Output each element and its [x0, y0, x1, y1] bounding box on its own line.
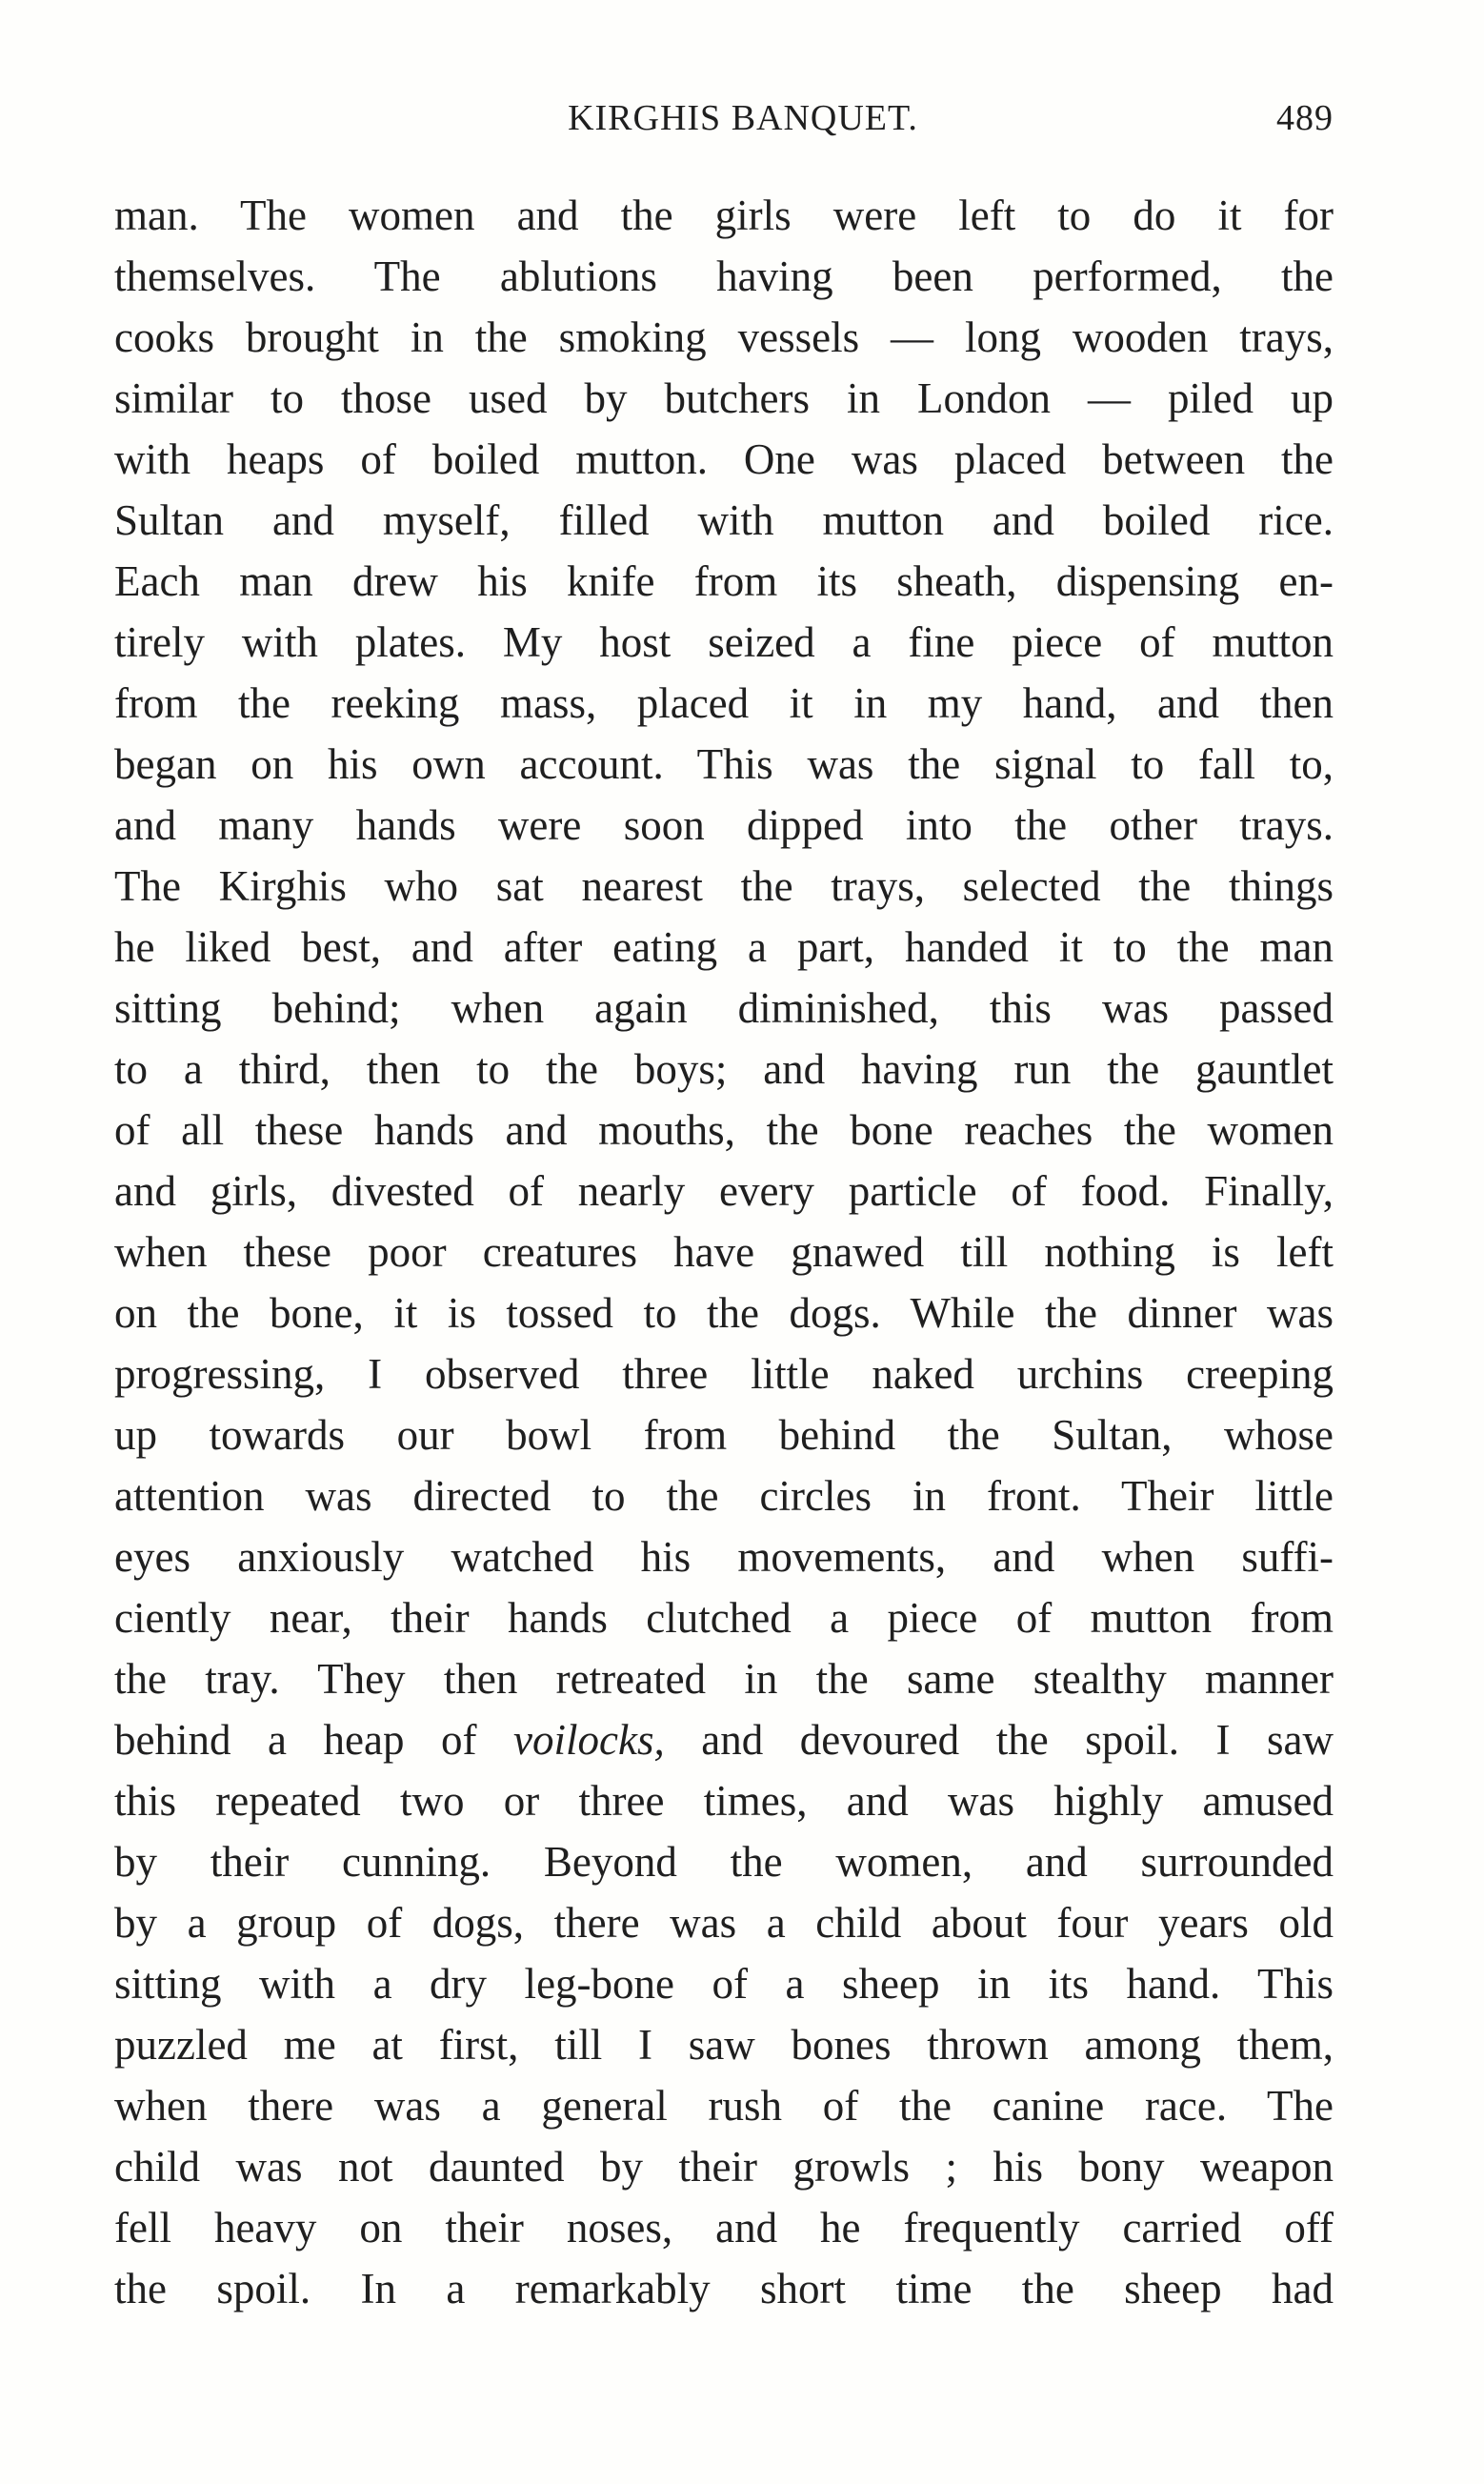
text-line: The Kirghis who sat nearest the trays, selected the things: [114, 862, 1334, 910]
text-line: Each man drew his knife from its sheath, dispensing en-: [114, 557, 1334, 605]
text-line: up towards our bowl from behind the Sultan, whose: [114, 1411, 1334, 1459]
italic-term: voilocks,: [513, 1716, 665, 1764]
text-line: and girls, divested of nearly every particle of food. Finally,: [114, 1167, 1334, 1215]
text-line: with heaps of boiled mutton. One was placed between the: [114, 435, 1334, 483]
running-head: [114, 97, 1334, 154]
text-line: began on his own account. This was the signal to fall to,: [114, 740, 1334, 788]
body-text: [114, 185, 1334, 2319]
text-line: this repeated two or three times, and was highly amused: [114, 1777, 1334, 1825]
text-segment: behind a heap of: [114, 1716, 477, 1764]
text-line: cooks brought in the smoking vessels — long wooden trays,: [114, 313, 1334, 361]
text-line: child was not daunted by their growls ; his bony weapon: [114, 2143, 1334, 2191]
text-line: sitting with a dry leg-bone of a sheep in its hand. This: [114, 1960, 1334, 2008]
text-line: he liked best, and after eating a part, handed it to the man: [114, 923, 1334, 971]
text-line: the tray. They then retreated in the same stealthy manner: [114, 1655, 1334, 1703]
text-line: man. The women and the girls were left to do it for: [114, 192, 1334, 239]
text-line: puzzled me at first, till I saw bones thrown among them,: [114, 2021, 1334, 2069]
text-line: when there was a general rush of the canine race. The: [114, 2082, 1334, 2130]
text-line: fell heavy on their noses, and he frequently carried off: [114, 2204, 1334, 2252]
text-line: Sultan and myself, filled with mutton and boiled rice.: [114, 496, 1334, 544]
text-line: sitting behind; when again diminished, this was passed: [114, 984, 1334, 1032]
text-line: of all these hands and mouths, the bone reaches the women: [114, 1106, 1334, 1154]
text-line: by a group of dogs, there was a child about four years old: [114, 1899, 1334, 1947]
text-segment: and devoured the spoil. I saw: [701, 1716, 1334, 1764]
text-line: tirely with plates. My host seized a fine piece of mutton: [114, 618, 1334, 666]
text-line: and many hands were soon dipped into the other trays.: [114, 801, 1334, 849]
text-line: eyes anxiously watched his movements, and when suffi-: [114, 1533, 1334, 1581]
text-line-with-italic: [114, 1709, 1334, 1770]
text-line: from the reeking mass, placed it in my hand, and then: [114, 679, 1334, 727]
text-line: by their cunning. Beyond the women, and surrounded: [114, 1838, 1334, 1886]
text-line: on the bone, it is tossed to the dogs. While the dinner was: [114, 1289, 1334, 1337]
text-line: ciently near, their hands clutched a piece of mutton from: [114, 1594, 1334, 1642]
text-line: attention was directed to the circles in front. Their little: [114, 1472, 1334, 1520]
text-line: the spoil. In a remarkably short time the sheep had: [114, 2265, 1334, 2312]
text-line: themselves. The ablutions having been performed, the: [114, 252, 1334, 300]
text-line: when these poor creatures have gnawed till nothing is left: [114, 1228, 1334, 1276]
text-line: progressing, I observed three little naked urchins creeping: [114, 1350, 1334, 1398]
text-line: similar to those used by butchers in London — piled up: [114, 374, 1334, 422]
page-number: 489: [1276, 98, 1334, 138]
text-line: to a third, then to the boys; and having run the gauntlet: [114, 1045, 1334, 1093]
running-title: KIRGHIS BANQUET.: [568, 98, 918, 138]
